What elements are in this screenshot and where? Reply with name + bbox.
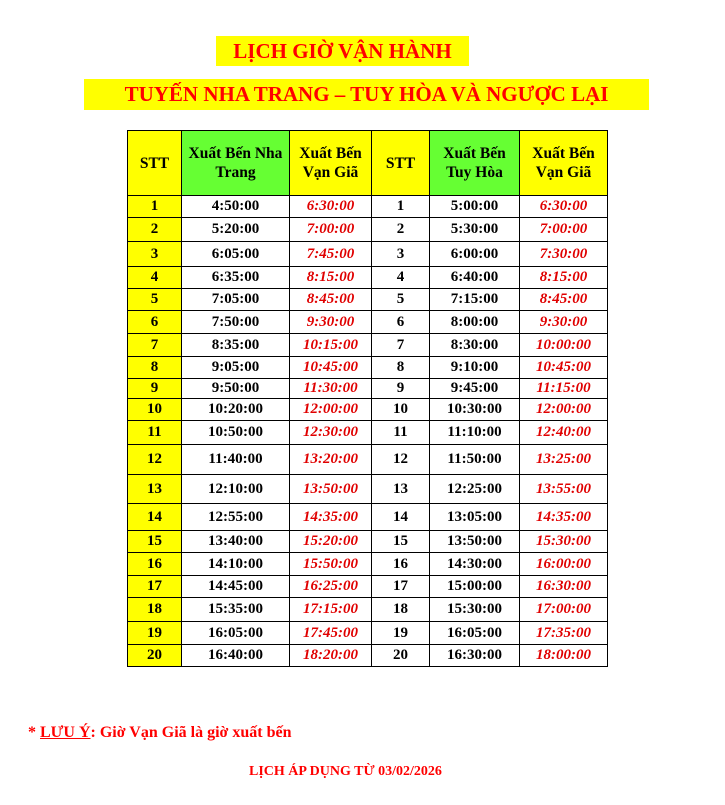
cell-depart-nha-trang: 11:40:00 bbox=[182, 445, 290, 475]
header-depart-nha-trang: Xuất Bến Nha Trang bbox=[182, 131, 290, 196]
table-row bbox=[128, 531, 608, 553]
table-row bbox=[128, 218, 608, 242]
cell-depart-van-gia-right: 8:45:00 bbox=[520, 289, 608, 311]
cell-depart-van-gia-left: 8:15:00 bbox=[290, 267, 372, 289]
cell-depart-nha-trang: 8:35:00 bbox=[182, 334, 290, 357]
cell-depart-van-gia-left: 7:45:00 bbox=[290, 242, 372, 267]
cell-depart-tuy-hoa: 16:05:00 bbox=[430, 622, 520, 645]
cell-depart-van-gia-left: 10:45:00 bbox=[290, 357, 372, 379]
cell-depart-tuy-hoa: 5:00:00 bbox=[430, 196, 520, 218]
header-depart-van-gia-left: Xuất Bến Vạn Giã bbox=[290, 131, 372, 196]
cell-stt-left: 1 bbox=[128, 196, 182, 218]
cell-stt-right: 10 bbox=[372, 399, 430, 421]
cell-depart-tuy-hoa: 11:10:00 bbox=[430, 421, 520, 445]
note-text: Giờ Vạn Giã là giờ xuất bến bbox=[99, 724, 292, 741]
cell-stt-left: 10 bbox=[128, 399, 182, 421]
cell-depart-van-gia-left: 17:15:00 bbox=[290, 598, 372, 622]
cell-depart-nha-trang: 7:50:00 bbox=[182, 311, 290, 334]
cell-stt-left: 7 bbox=[128, 334, 182, 357]
cell-stt-right: 2 bbox=[372, 218, 430, 242]
cell-depart-tuy-hoa: 9:45:00 bbox=[430, 379, 520, 399]
cell-depart-van-gia-right: 11:15:00 bbox=[520, 379, 608, 399]
table-row bbox=[128, 445, 608, 475]
cell-depart-van-gia-right: 13:25:00 bbox=[520, 445, 608, 475]
cell-depart-van-gia-right: 6:30:00 bbox=[520, 196, 608, 218]
cell-depart-tuy-hoa: 6:00:00 bbox=[430, 242, 520, 267]
cell-depart-van-gia-left: 6:30:00 bbox=[290, 196, 372, 218]
header-depart-van-gia-right: Xuất Bến Vạn Giã bbox=[520, 131, 608, 196]
header-depart-tuy-hoa: Xuất Bến Tuy Hòa bbox=[430, 131, 520, 196]
cell-depart-tuy-hoa: 13:50:00 bbox=[430, 531, 520, 553]
cell-depart-nha-trang: 4:50:00 bbox=[182, 196, 290, 218]
cell-depart-van-gia-left: 16:25:00 bbox=[290, 576, 372, 598]
cell-stt-right: 8 bbox=[372, 357, 430, 379]
cell-depart-van-gia-right: 15:30:00 bbox=[520, 531, 608, 553]
cell-stt-left: 2 bbox=[128, 218, 182, 242]
cell-depart-van-gia-left: 15:50:00 bbox=[290, 553, 372, 576]
cell-depart-van-gia-right: 12:40:00 bbox=[520, 421, 608, 445]
cell-depart-van-gia-right: 13:55:00 bbox=[520, 475, 608, 504]
cell-depart-tuy-hoa: 6:40:00 bbox=[430, 267, 520, 289]
cell-depart-nha-trang: 14:10:00 bbox=[182, 553, 290, 576]
cell-depart-nha-trang: 6:35:00 bbox=[182, 267, 290, 289]
table-row bbox=[128, 311, 608, 334]
cell-depart-van-gia-right: 8:15:00 bbox=[520, 267, 608, 289]
table-row bbox=[128, 267, 608, 289]
cell-stt-right: 14 bbox=[372, 504, 430, 531]
note bbox=[28, 724, 292, 742]
cell-depart-van-gia-left: 10:15:00 bbox=[290, 334, 372, 357]
cell-stt-right: 16 bbox=[372, 553, 430, 576]
table-row bbox=[128, 242, 608, 267]
cell-stt-right: 4 bbox=[372, 267, 430, 289]
cell-depart-van-gia-right: 10:00:00 bbox=[520, 334, 608, 357]
cell-stt-right: 13 bbox=[372, 475, 430, 504]
cell-depart-van-gia-right: 16:00:00 bbox=[520, 553, 608, 576]
route-title: TUYẾN NHA TRANG – TUY HÒA VÀ NGƯỢC LẠI bbox=[84, 79, 649, 110]
note-label: LƯU Ý bbox=[40, 724, 91, 741]
cell-depart-van-gia-left: 17:45:00 bbox=[290, 622, 372, 645]
note-star: * bbox=[28, 724, 36, 741]
cell-depart-van-gia-right: 10:45:00 bbox=[520, 357, 608, 379]
cell-depart-van-gia-left: 9:30:00 bbox=[290, 311, 372, 334]
cell-depart-nha-trang: 9:05:00 bbox=[182, 357, 290, 379]
cell-depart-van-gia-left: 13:50:00 bbox=[290, 475, 372, 504]
cell-stt-right: 6 bbox=[372, 311, 430, 334]
cell-depart-van-gia-right: 7:00:00 bbox=[520, 218, 608, 242]
schedule-table bbox=[127, 130, 608, 667]
cell-depart-nha-trang: 10:50:00 bbox=[182, 421, 290, 445]
table-row bbox=[128, 576, 608, 598]
cell-depart-van-gia-right: 17:35:00 bbox=[520, 622, 608, 645]
cell-stt-right: 17 bbox=[372, 576, 430, 598]
cell-depart-nha-trang: 7:05:00 bbox=[182, 289, 290, 311]
cell-depart-van-gia-left: 13:20:00 bbox=[290, 445, 372, 475]
cell-stt-right: 1 bbox=[372, 196, 430, 218]
cell-depart-van-gia-left: 12:00:00 bbox=[290, 399, 372, 421]
cell-depart-nha-trang: 5:20:00 bbox=[182, 218, 290, 242]
note-colon: : bbox=[90, 724, 96, 741]
cell-depart-tuy-hoa: 10:30:00 bbox=[430, 399, 520, 421]
cell-depart-nha-trang: 16:05:00 bbox=[182, 622, 290, 645]
cell-stt-left: 12 bbox=[128, 445, 182, 475]
table-row bbox=[128, 334, 608, 357]
table-row bbox=[128, 645, 608, 667]
cell-depart-van-gia-right: 12:00:00 bbox=[520, 399, 608, 421]
cell-stt-right: 19 bbox=[372, 622, 430, 645]
cell-depart-tuy-hoa: 8:30:00 bbox=[430, 334, 520, 357]
cell-depart-tuy-hoa: 8:00:00 bbox=[430, 311, 520, 334]
cell-depart-nha-trang: 12:55:00 bbox=[182, 504, 290, 531]
cell-depart-van-gia-left: 11:30:00 bbox=[290, 379, 372, 399]
cell-depart-van-gia-left: 8:45:00 bbox=[290, 289, 372, 311]
cell-stt-right: 5 bbox=[372, 289, 430, 311]
cell-depart-tuy-hoa: 5:30:00 bbox=[430, 218, 520, 242]
cell-depart-van-gia-right: 7:30:00 bbox=[520, 242, 608, 267]
cell-stt-left: 3 bbox=[128, 242, 182, 267]
cell-stt-left: 15 bbox=[128, 531, 182, 553]
cell-stt-left: 9 bbox=[128, 379, 182, 399]
table-row bbox=[128, 475, 608, 504]
cell-depart-tuy-hoa: 11:50:00 bbox=[430, 445, 520, 475]
cell-stt-right: 7 bbox=[372, 334, 430, 357]
cell-stt-left: 13 bbox=[128, 475, 182, 504]
schedule-title: LỊCH GIỜ VẬN HÀNH bbox=[216, 36, 469, 66]
cell-depart-tuy-hoa: 15:30:00 bbox=[430, 598, 520, 622]
cell-depart-tuy-hoa: 14:30:00 bbox=[430, 553, 520, 576]
cell-stt-left: 16 bbox=[128, 553, 182, 576]
cell-stt-right: 20 bbox=[372, 645, 430, 667]
table-header-row bbox=[128, 131, 608, 196]
cell-stt-right: 11 bbox=[372, 421, 430, 445]
cell-depart-tuy-hoa: 9:10:00 bbox=[430, 357, 520, 379]
cell-stt-left: 19 bbox=[128, 622, 182, 645]
table-row bbox=[128, 598, 608, 622]
cell-depart-nha-trang: 6:05:00 bbox=[182, 242, 290, 267]
table-row bbox=[128, 379, 608, 399]
cell-stt-right: 12 bbox=[372, 445, 430, 475]
cell-stt-left: 11 bbox=[128, 421, 182, 445]
cell-depart-van-gia-right: 14:35:00 bbox=[520, 504, 608, 531]
cell-depart-tuy-hoa: 13:05:00 bbox=[430, 504, 520, 531]
cell-depart-nha-trang: 12:10:00 bbox=[182, 475, 290, 504]
table-row bbox=[128, 553, 608, 576]
cell-stt-left: 5 bbox=[128, 289, 182, 311]
table-row bbox=[128, 289, 608, 311]
cell-stt-right: 3 bbox=[372, 242, 430, 267]
cell-depart-van-gia-left: 14:35:00 bbox=[290, 504, 372, 531]
cell-stt-left: 14 bbox=[128, 504, 182, 531]
table-row bbox=[128, 196, 608, 218]
cell-stt-left: 17 bbox=[128, 576, 182, 598]
cell-depart-nha-trang: 10:20:00 bbox=[182, 399, 290, 421]
cell-depart-van-gia-left: 15:20:00 bbox=[290, 531, 372, 553]
cell-depart-van-gia-right: 18:00:00 bbox=[520, 645, 608, 667]
table-row bbox=[128, 357, 608, 379]
header-stt-left: STT bbox=[128, 131, 182, 196]
cell-depart-nha-trang: 13:40:00 bbox=[182, 531, 290, 553]
table-row bbox=[128, 399, 608, 421]
cell-depart-van-gia-right: 16:30:00 bbox=[520, 576, 608, 598]
cell-stt-right: 18 bbox=[372, 598, 430, 622]
table-row bbox=[128, 622, 608, 645]
header-stt-right: STT bbox=[372, 131, 430, 196]
cell-depart-nha-trang: 14:45:00 bbox=[182, 576, 290, 598]
cell-stt-left: 20 bbox=[128, 645, 182, 667]
cell-stt-right: 15 bbox=[372, 531, 430, 553]
cell-depart-van-gia-left: 7:00:00 bbox=[290, 218, 372, 242]
table-row bbox=[128, 504, 608, 531]
cell-depart-van-gia-left: 12:30:00 bbox=[290, 421, 372, 445]
cell-depart-nha-trang: 9:50:00 bbox=[182, 379, 290, 399]
cell-depart-van-gia-right: 17:00:00 bbox=[520, 598, 608, 622]
cell-stt-left: 4 bbox=[128, 267, 182, 289]
applied-from-date: LỊCH ÁP DỤNG TỪ 03/02/2026 bbox=[249, 764, 442, 779]
cell-stt-left: 8 bbox=[128, 357, 182, 379]
cell-stt-left: 6 bbox=[128, 311, 182, 334]
cell-stt-left: 18 bbox=[128, 598, 182, 622]
cell-stt-right: 9 bbox=[372, 379, 430, 399]
cell-depart-nha-trang: 15:35:00 bbox=[182, 598, 290, 622]
cell-depart-tuy-hoa: 12:25:00 bbox=[430, 475, 520, 504]
cell-depart-nha-trang: 16:40:00 bbox=[182, 645, 290, 667]
cell-depart-van-gia-right: 9:30:00 bbox=[520, 311, 608, 334]
table-row bbox=[128, 421, 608, 445]
cell-depart-tuy-hoa: 15:00:00 bbox=[430, 576, 520, 598]
cell-depart-van-gia-left: 18:20:00 bbox=[290, 645, 372, 667]
cell-depart-tuy-hoa: 7:15:00 bbox=[430, 289, 520, 311]
cell-depart-tuy-hoa: 16:30:00 bbox=[430, 645, 520, 667]
